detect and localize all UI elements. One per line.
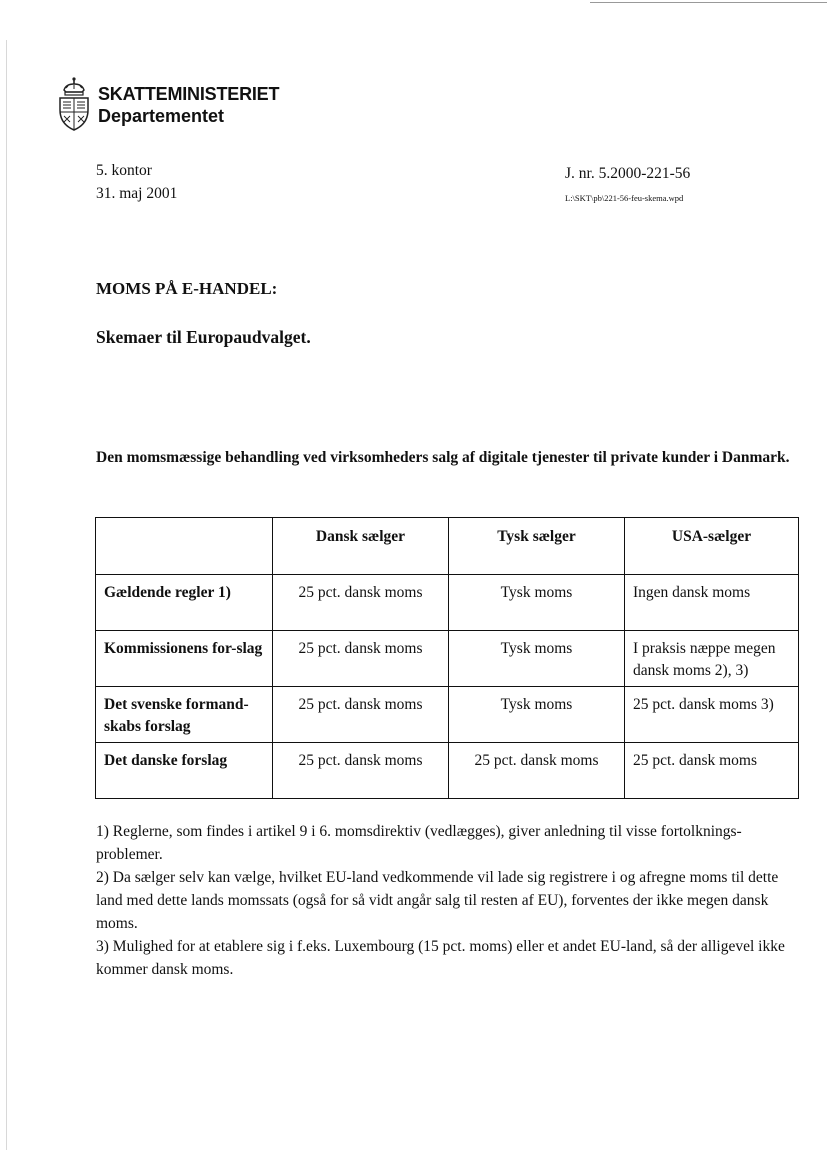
intro-paragraph: Den momsmæssige behandling ved virksomheders salg af digitale tjenester til private kunder i Danmark. bbox=[96, 449, 790, 466]
table-cell: 25 pct. dansk moms bbox=[273, 743, 449, 799]
row-label: Gældende regler 1) bbox=[96, 575, 273, 631]
table-row bbox=[96, 631, 799, 687]
header-usa-seller: USA-sælger bbox=[625, 518, 799, 575]
row-label: Det svenske formand-skabs forslag bbox=[96, 687, 273, 743]
royal-crest-icon bbox=[58, 76, 90, 132]
table-cell: Tysk moms bbox=[449, 575, 625, 631]
document-title: MOMS PÅ E-HANDEL: bbox=[96, 279, 278, 298]
row-label: Det danske forslag bbox=[96, 743, 273, 799]
org-name: SKATTEMINISTERIET bbox=[98, 84, 280, 104]
footnote: 1) Reglerne, som findes i artikel 9 i 6. momsdirektiv (vedlægges), giver anledning til visse fortolknings-problemer. bbox=[96, 823, 742, 863]
file-path: L:\SKT\pb\221-56-feu-skema.wpd bbox=[565, 193, 684, 203]
department-name: Departementet bbox=[98, 106, 225, 126]
footnote: 2) Da sælger selv kan vælge, hvilket EU-land vedkommende vil lade sig registrere i og afregne moms til dette land med dette lands momssats (også for så vidt angår salg til resten af EU), forventes der ikke megen dansk moms. bbox=[96, 869, 779, 932]
row-label: Kommissionens for-slag bbox=[96, 631, 273, 687]
table-cell: Ingen dansk moms bbox=[625, 575, 799, 631]
table-cell: Tysk moms bbox=[449, 687, 625, 743]
table-row bbox=[96, 687, 799, 743]
scan-margin-line bbox=[6, 40, 7, 1150]
table-cell: Tysk moms bbox=[449, 631, 625, 687]
table-cell: 25 pct. dansk moms bbox=[449, 743, 625, 799]
table-cell: 25 pct. dansk moms bbox=[273, 631, 449, 687]
header-german-seller: Tysk sælger bbox=[449, 518, 625, 575]
footnotes bbox=[96, 820, 800, 981]
document-date: 31. maj 2001 bbox=[96, 185, 178, 202]
table-row bbox=[96, 575, 799, 631]
table-cell: 25 pct. dansk moms bbox=[273, 575, 449, 631]
header-cell-empty bbox=[96, 518, 273, 575]
table-cell: I praksis næppe megen dansk moms 2), 3) bbox=[625, 631, 799, 687]
vat-comparison-table bbox=[95, 517, 799, 799]
table-cell: 25 pct. dansk moms 3) bbox=[625, 687, 799, 743]
journal-number: J. nr. 5.2000-221-56 bbox=[565, 165, 691, 182]
header-danish-seller: Dansk sælger bbox=[273, 518, 449, 575]
table-row bbox=[96, 743, 799, 799]
table-cell: 25 pct. dansk moms bbox=[625, 743, 799, 799]
table-header-row bbox=[96, 518, 799, 575]
table-cell: 25 pct. dansk moms bbox=[273, 687, 449, 743]
footnote: 3) Mulighed for at etablere sig i f.eks. Luxembourg (15 pct. moms) eller et andet EU-land, så der alligevel ikke kommer dansk moms. bbox=[96, 938, 785, 978]
office: 5. kontor bbox=[96, 162, 152, 179]
scan-edge-line bbox=[590, 2, 827, 3]
document-subtitle: Skemaer til Europaudvalget. bbox=[96, 327, 311, 347]
